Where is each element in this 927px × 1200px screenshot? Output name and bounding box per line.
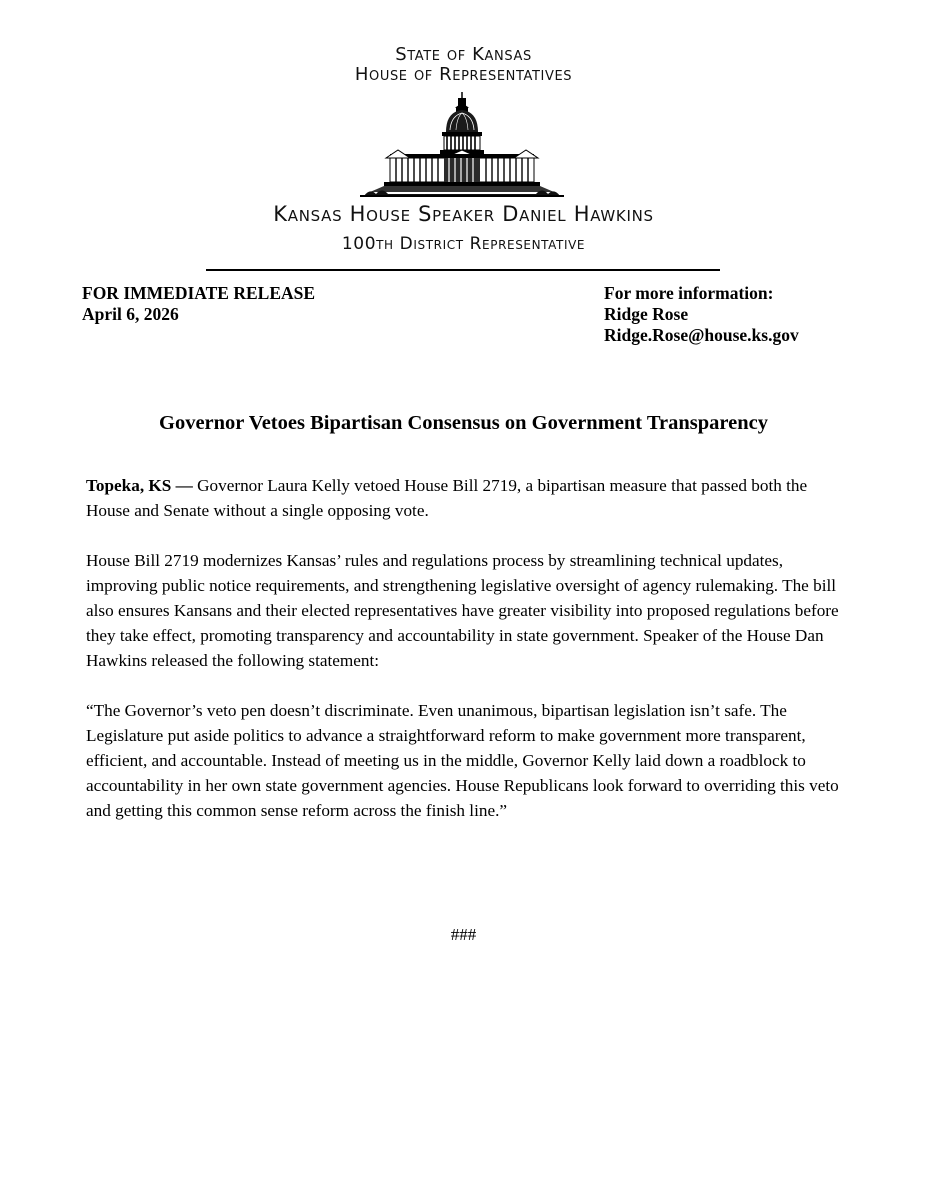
- speaker-quote: “The Governor’s veto pen doesn’t discriminate. Even unanimous, bipartisan legislation isn’t safe. The Legislature put aside politics to advance a straightforward reform to make government more transparent, efficient, and accountable. Instead of meeting us in the middle, Governor Kelly laid down a roadblock to accountability in her own state government agencies. House Republicans look forward to overriding this veto and getting this common sense reform across the finish line.”: [86, 701, 839, 820]
- contact-info: [604, 283, 799, 346]
- letterhead-district: 100th District Representative: [341, 234, 586, 254]
- body-paragraph-2: House Bill 2719 modernizes Kansas’ rules and regulations process by streamlining technical updates, improving public notice requirements, and strengthening legislative oversight of agency rulemaking. The bill also ensures Kansans and their elected representatives have greater visibility into proposed regulations before they take effect, promoting transparency and accountability in state government. Speaker of the House Dan Hawkins released the following statement:: [86, 551, 839, 670]
- headline: Governor Vetoes Bipartisan Consensus on Government Transparency: [159, 412, 768, 434]
- contact-name: Ridge Rose: [604, 304, 689, 324]
- release-label: FOR IMMEDIATE RELEASE: [82, 283, 316, 303]
- release-date: April 6, 2026: [82, 304, 179, 324]
- paragraph-1-text: Governor Laura Kelly vetoed House Bill 2719, a bipartisan measure that passed both the House and Senate without a single opposing vote.: [86, 476, 808, 520]
- capitol-building-icon: [360, 92, 564, 198]
- dateline: Topeka, KS —: [86, 476, 193, 495]
- end-mark: ###: [450, 925, 477, 944]
- body-paragraph-1: [86, 473, 844, 523]
- header-divider: [206, 269, 720, 271]
- contact-email[interactable]: Ridge.Rose@house.ks.gov: [604, 325, 799, 345]
- letterhead-house: House of Representatives: [354, 64, 573, 85]
- release-info: [82, 283, 315, 325]
- contact-label: For more information:: [604, 283, 774, 303]
- letterhead-state: State of Kansas: [395, 44, 532, 65]
- letterhead-speaker: Kansas House Speaker Daniel Hawkins: [273, 202, 654, 226]
